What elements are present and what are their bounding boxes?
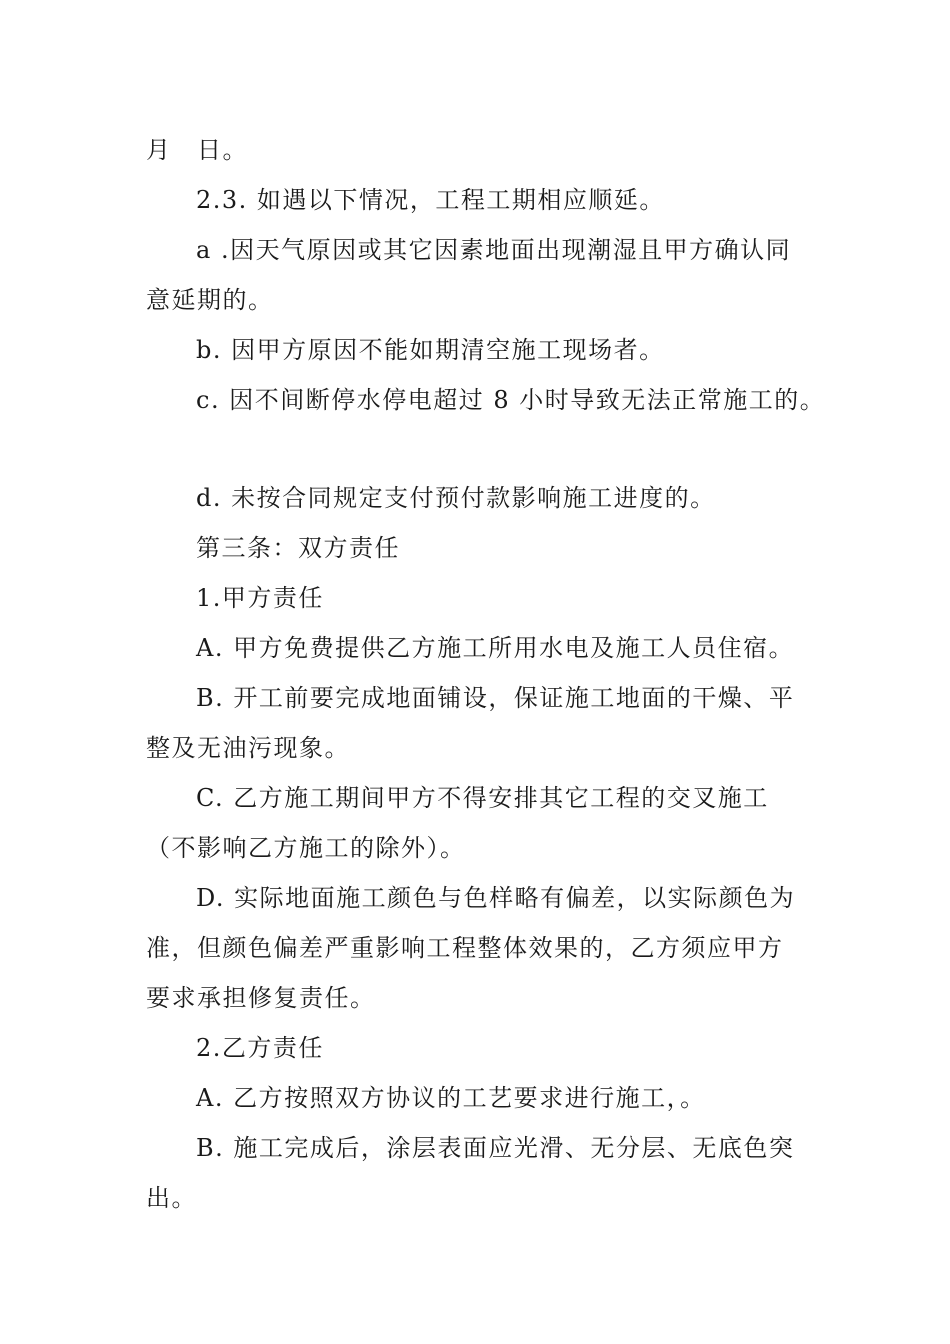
clause-item-c: c. 因不间断停水停电超过 8 小时导致无法正常施工的。 [196, 386, 826, 414]
clause-item-b: b. 因甲方原因不能如期清空施工现场者。 [196, 336, 665, 364]
party-b-item-b-line-1: B. 施工完成后，涂层表面应光滑、无分层、无底色突 [196, 1134, 795, 1162]
clause-2-3-heading: 2.3. 如遇以下情况，工程工期相应顺延。 [196, 186, 665, 214]
clause-item-d: d. 未按合同规定支付预付款影响施工进度的。 [196, 484, 716, 512]
party-a-item-d-line-2: 准，但颜色偏差严重影响工程整体效果的，乙方须应甲方 [146, 934, 784, 962]
party-a-item-b-line-1: B. 开工前要完成地面铺设，保证施工地面的干燥、平 [196, 684, 795, 712]
party-b-heading: 2.乙方责任 [196, 1034, 324, 1062]
clause-item-a-line-2: 意延期的。 [146, 286, 274, 314]
party-a-item-d-line-3: 要求承担修复责任。 [146, 984, 376, 1012]
party-b-item-a: A. 乙方按照双方协议的工艺要求进行施工，。 [196, 1084, 706, 1112]
party-a-item-a: A. 甲方免费提供乙方施工所用水电及施工人员住宿。 [196, 634, 795, 662]
party-a-heading: 1.甲方责任 [196, 584, 324, 612]
party-a-item-c-line-1: C. 乙方施工期间甲方不得安排其它工程的交叉施工 [196, 784, 769, 812]
text-line-date-tail: 月 日。 [146, 136, 248, 164]
party-b-item-b-line-2: 出。 [146, 1184, 197, 1212]
party-a-item-c-line-2: （不影响乙方施工的除外）。 [146, 834, 466, 862]
article-3-heading: 第三条：双方责任 [196, 534, 400, 562]
party-a-item-b-line-2: 整及无油污现象。 [146, 734, 350, 762]
party-a-item-d-line-1: D. 实际地面施工颜色与色样略有偏差，以实际颜色为 [196, 884, 796, 912]
clause-item-a-line-1: a .因天气原因或其它因素地面出现潮湿且甲方确认同 [196, 236, 792, 264]
